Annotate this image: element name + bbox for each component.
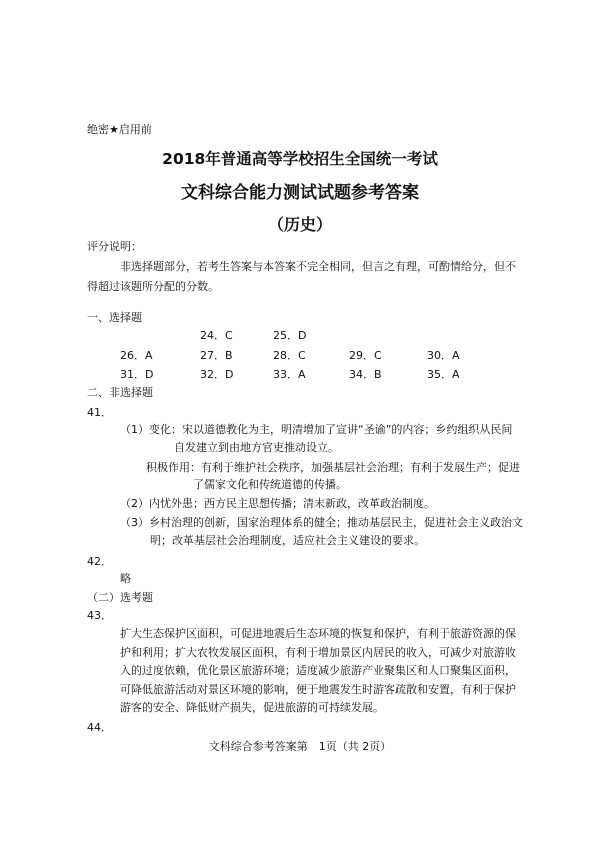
question-number-44: 44． (87, 721, 112, 734)
answer-item: 24．C (200, 329, 233, 342)
question-number-41: 41． (87, 406, 112, 419)
answer-item: 25．D (273, 329, 307, 342)
answer-item: 35．A (427, 368, 460, 381)
scoring-notes-line: 非选择题部分，若考生答案与本答案不完全相同，但言之有理，可酌情给分，但不 (120, 260, 516, 273)
question-number-42: 42． (87, 555, 112, 568)
q43-line: 扩大生态保护区面积，可促进地震后生态环境的恢复和保护，有利于旅游资源的保 (120, 627, 516, 640)
answer-item: 32．D (200, 368, 234, 381)
scoring-notes-heading: 评分说明： (87, 240, 142, 253)
q43-line: 游客的安全、降低财产损失，促进旅游的可持续发展。 (120, 701, 384, 714)
subject-title: （历史） (267, 215, 332, 234)
q41-part3-line: 明；改革基层社会治理制度，适应社会主义建设的要求。 (150, 534, 425, 547)
q43-line: 入的过度依赖，优化景区旅游环境；适度减少旅游产业聚集区和人口聚集区面积， (120, 664, 516, 677)
scoring-notes-line: 得超过该题所分配的分数。 (87, 280, 219, 293)
answer-item: 31．D (120, 368, 154, 381)
q43-line: 可降低旅游活动对景区环境的影响，便于地震发生时游客疏散和安置，有利于保护 (120, 683, 516, 696)
q41-part1-line: 积极作用：有利于维护社会秩序，加强基层社会治理；有利于发展生产；促进 (146, 461, 520, 474)
answer-key-title: 文科综合能力测试试题参考答案 (181, 183, 419, 203)
q41-part2: （2）内忧外患；西方民主思想传播；清末新政，改革政治制度。 (120, 497, 435, 510)
q41-part1-line: 了儒家文化和传统道德的传播。 (193, 478, 347, 491)
section-heading-nonchoice: 二、非选择题 (87, 386, 153, 399)
section-heading-choice: 一、选择题 (87, 311, 142, 324)
section-heading-elective: （二）选考题 (87, 591, 153, 604)
question-number-43: 43． (87, 609, 112, 622)
answer-item: 34．B (349, 368, 382, 381)
answer-item: 26．A (120, 349, 153, 362)
q42-answer: 略 (120, 572, 131, 585)
answer-item: 29．C (349, 349, 382, 362)
q41-part1-line: （1）变化：宋以道德教化为主，明清增加了宣讲“圣谕”的内容；乡约组织从民间 (120, 423, 513, 436)
q43-line: 护和利用；扩大农牧发展区面积，有利于增加景区内居民的收入，可减少对旅游收 (120, 646, 516, 659)
confidential-mark: 绝密★启用前 (87, 123, 152, 136)
answer-item: 28．C (273, 349, 306, 362)
q41-part3-line: （3）乡村治理的创新，国家治理体系的健全；推动基层民主，促进社会主义政治文 (120, 516, 523, 529)
page-footer: 文科综合参考答案第 1页（共 2页） (208, 740, 392, 753)
answer-item: 33．A (273, 368, 306, 381)
q41-part1-line: 自发建立到由地方官吏推动设立。 (174, 441, 339, 454)
exam-title: 2018年普通高等学校招生全国统一考试 (162, 150, 438, 168)
answer-item: 27．B (200, 349, 233, 362)
answer-item: 30．A (427, 349, 460, 362)
